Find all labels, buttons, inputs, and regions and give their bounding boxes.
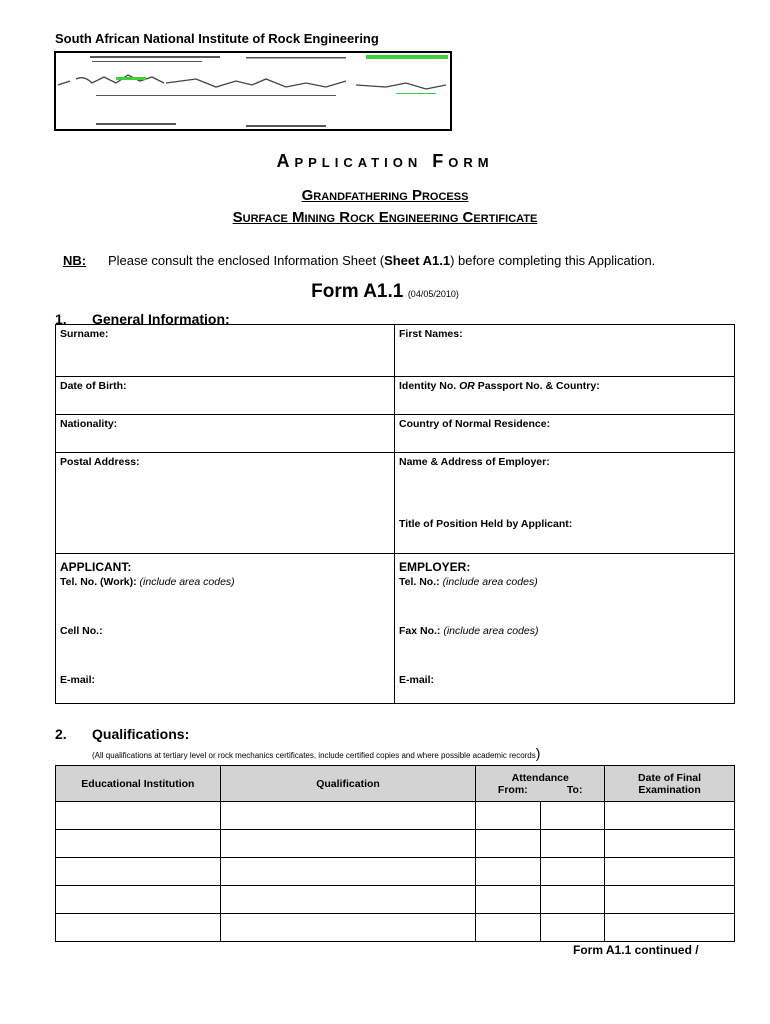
fax-note: (include area codes) [443, 625, 539, 637]
final-exam-line-2: Examination [638, 783, 701, 796]
table-row [56, 802, 735, 830]
postal-address-label: Postal Address: [60, 456, 140, 468]
section-1-title: General Information: [92, 311, 230, 327]
from-cell[interactable] [476, 886, 541, 914]
from-cell[interactable] [476, 802, 541, 830]
to-cell[interactable] [541, 914, 605, 942]
nationality-field[interactable] [56, 415, 395, 453]
tel-employer-note: (include area codes) [442, 576, 538, 588]
section-2-heading [55, 726, 189, 742]
date-of-birth-field[interactable] [56, 377, 395, 415]
to-cell[interactable] [541, 830, 605, 858]
first-names-label: First Names: [399, 328, 463, 340]
employer-email-label: E-mail: [399, 674, 435, 686]
from-cell[interactable] [476, 830, 541, 858]
col-institution: Educational Institution [56, 766, 221, 802]
organization-name: South African National Institute of Rock Engineering [55, 31, 379, 46]
institution-cell[interactable] [56, 802, 221, 830]
table-row [56, 914, 735, 942]
surname-label: Surname: [60, 328, 109, 340]
id-label-b: Passport No. & Country: [477, 380, 600, 392]
qualification-cell[interactable] [220, 886, 476, 914]
table-row [56, 858, 735, 886]
form-reference [0, 281, 770, 303]
col-final-exam [605, 766, 735, 802]
nb-text-before: Please consult the enclosed Information Sheet ( [108, 253, 385, 268]
final-exam-line-1: Date of Final [638, 771, 702, 784]
form-continued: Form A1.1 continued / [573, 943, 699, 957]
position-title-label: Title of Position Held by Applicant: [399, 518, 573, 530]
from-cell[interactable] [476, 858, 541, 886]
to-cell[interactable] [541, 858, 605, 886]
section-2-number: 2. [55, 726, 67, 742]
residence-label: Country of Normal Residence: [399, 418, 551, 430]
section-1-number: 1. [55, 311, 67, 327]
exam-date-cell[interactable] [605, 858, 735, 886]
tel-work-note: (include area codes) [139, 576, 235, 588]
applicant-email-label: E-mail: [60, 674, 96, 686]
general-information-table [55, 324, 735, 704]
subtitle-certificate: Surface Mining Rock Engineering Certificate [232, 209, 538, 226]
date-of-birth-label: Date of Birth: [60, 380, 127, 392]
applicant-contact-field[interactable] [56, 554, 395, 704]
institution-cell[interactable] [56, 858, 221, 886]
qualification-cell[interactable] [220, 830, 476, 858]
institute-logo [54, 51, 452, 131]
tel-work-label: Tel. No. (Work): [60, 576, 137, 588]
postal-address-field[interactable] [56, 453, 395, 554]
employer-heading: EMPLOYER: [399, 560, 471, 574]
exam-date-cell[interactable] [605, 830, 735, 858]
table-row [56, 886, 735, 914]
employer-contact-field[interactable] [395, 554, 735, 704]
employer-details-field[interactable] [395, 453, 735, 554]
institution-cell[interactable] [56, 886, 221, 914]
subtitle-grandfathering: Grandfathering Process [301, 187, 469, 204]
nationality-label: Nationality: [60, 418, 118, 430]
id-label-a: Identity No. [399, 380, 457, 392]
id-passport-field[interactable] [395, 377, 735, 415]
to-cell[interactable] [541, 886, 605, 914]
col-attendance [476, 766, 605, 802]
exam-date-cell[interactable] [605, 914, 735, 942]
attendance-heading: Attendance [511, 771, 569, 784]
surname-field[interactable] [56, 325, 395, 377]
qualification-cell[interactable] [220, 914, 476, 942]
qualification-cell[interactable] [220, 858, 476, 886]
fax-label: Fax No.: [399, 625, 441, 637]
institution-cell[interactable] [56, 914, 221, 942]
applicant-heading: APPLICANT: [60, 560, 132, 574]
table-row [56, 830, 735, 858]
col-qualification: Qualification [220, 766, 476, 802]
exam-date-cell[interactable] [605, 802, 735, 830]
form-name: Form A1.1 [311, 281, 404, 302]
form-date: (04/05/2010) [407, 289, 459, 299]
id-passport-label [399, 380, 600, 392]
attendance-from: From: [497, 783, 528, 796]
from-cell[interactable] [476, 914, 541, 942]
qualifications-note-close: ) [535, 745, 541, 761]
nb-label: NB: [63, 253, 87, 268]
residence-field[interactable] [395, 415, 735, 453]
cell-label: Cell No.: [60, 625, 103, 637]
institution-cell[interactable] [56, 830, 221, 858]
sheet-reference: Sheet A1.1 [384, 253, 451, 268]
nb-instruction [108, 253, 655, 268]
qualifications-table [55, 765, 735, 942]
id-label-or: OR [459, 380, 475, 392]
qualifications-note [92, 745, 540, 761]
qualification-cell[interactable] [220, 802, 476, 830]
form-title: Application Form [276, 151, 494, 171]
section-2-title: Qualifications: [92, 726, 190, 742]
exam-date-cell[interactable] [605, 886, 735, 914]
nb-text-after: ) before completing this Application. [450, 253, 656, 268]
to-cell[interactable] [541, 802, 605, 830]
first-names-field[interactable] [395, 325, 735, 377]
qualifications-note-text: (All qualifications at tertiary level or rock mechanics certificates, include certified copies and where possible academic records [92, 751, 536, 760]
tel-employer-label: Tel. No.: [399, 576, 440, 588]
attendance-to: To: [566, 783, 583, 796]
employer-name-label: Name & Address of Employer: [399, 456, 550, 468]
